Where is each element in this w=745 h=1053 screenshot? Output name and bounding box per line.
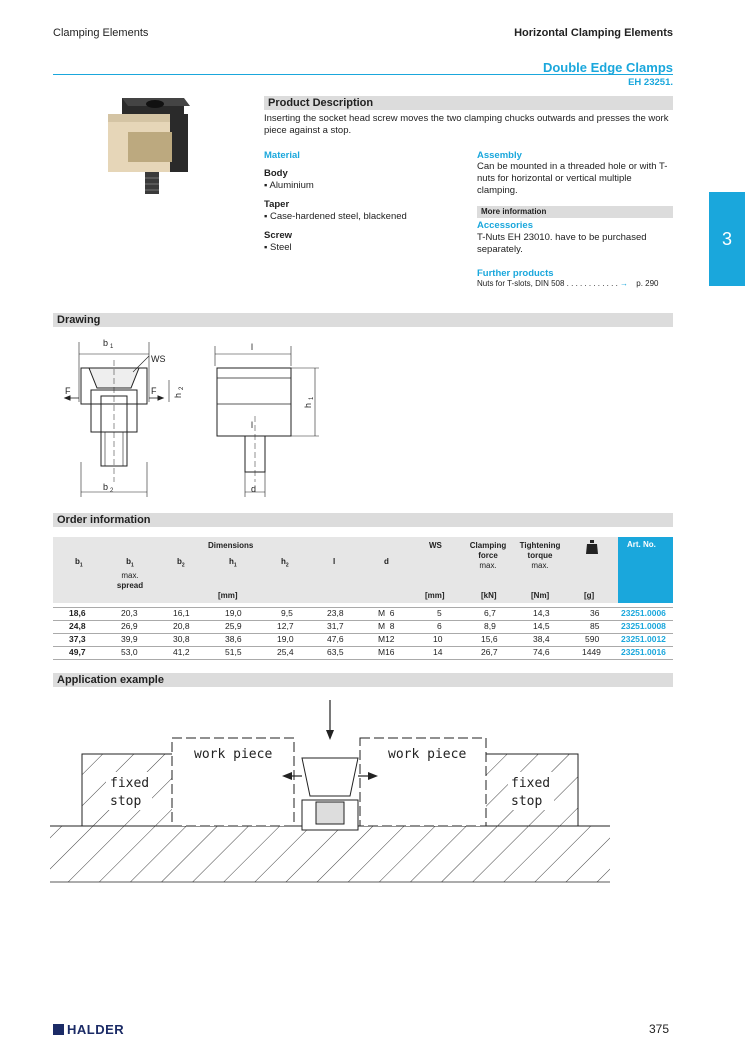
- unit-ws: [mm]: [425, 591, 445, 600]
- work-piece-left-label: work piece: [194, 747, 273, 762]
- col-l: l: [333, 557, 336, 566]
- halder-logo: [53, 1022, 124, 1037]
- weight-icon: [586, 540, 598, 554]
- h1-sub: 1: [309, 396, 315, 400]
- product-photo: [100, 92, 200, 197]
- fixed-left-2: stop: [110, 794, 142, 809]
- col-h2: $h_2$: [281, 557, 289, 569]
- col-art: Art. No.: [627, 540, 656, 549]
- further-page: p. 290: [636, 279, 659, 288]
- order-headers: [53, 537, 673, 603]
- more-info-bar: More information: [477, 206, 673, 218]
- col-torque: Tightening torque max.: [519, 541, 561, 570]
- unit-g: [g]: [584, 591, 595, 600]
- material-heading: Material: [264, 150, 300, 161]
- drawing-heading: Drawing: [53, 313, 673, 327]
- ws-label: WS: [151, 354, 166, 364]
- table-row: 24,8 26,9 20,8 25,9 12,7 31,7 M 8 6 8,9 14,5 85 23251.0008: [53, 620, 673, 633]
- unit-mm: [mm]: [218, 591, 238, 600]
- d-label: d: [251, 484, 257, 494]
- unit-nm: [Nm]: [531, 591, 550, 600]
- fixed-left-1: fixed: [110, 776, 150, 791]
- taper-label: Taper: [264, 199, 290, 210]
- h2-sub: 2: [179, 386, 185, 390]
- header-right: Horizontal Clamping Elements: [514, 27, 673, 39]
- h2-label: h: [173, 392, 183, 398]
- table-row: 37,3 39,9 30,8 38,6 19,0 47,6 M12 10 15,6 38,4 590 23251.0012: [53, 633, 673, 646]
- dimensions-label: Dimensions: [208, 541, 254, 550]
- table-row: 49,7 53,0 41,2 51,5 25,4 63,5 M16 14 26,7 74,6 1449 23251.0016: [53, 646, 673, 660]
- l-mid-label: l: [251, 420, 253, 430]
- description-text: Inserting the socket head screw moves the two clamping chucks outwards and presses the work piece against a stop.: [264, 113, 669, 136]
- arrow-right-icon: →: [620, 279, 629, 288]
- b1-label: b: [103, 338, 109, 348]
- unit-kn: [kN]: [481, 591, 497, 600]
- brand-name: HALDER: [67, 1022, 125, 1037]
- fixed-right-1: fixed: [511, 776, 551, 791]
- chapter-tab[interactable]: 3: [709, 192, 745, 286]
- col-ws: WS: [429, 541, 442, 550]
- f-right-label: F: [151, 386, 157, 396]
- product-code: EH 23251.: [628, 77, 673, 88]
- description-heading: Product Description: [264, 96, 673, 110]
- application-diagram: [40, 692, 620, 892]
- further-text: Nuts for T-slots, DIN 508: [477, 279, 565, 288]
- article-link[interactable]: 23251.0006: [621, 608, 666, 618]
- l-top-label: l: [251, 342, 253, 352]
- header-left: Clamping Elements: [53, 27, 149, 39]
- further-link[interactable]: [477, 279, 673, 288]
- b2-label: b: [103, 482, 109, 492]
- assembly-heading: Assembly: [477, 150, 522, 161]
- fixed-right-2: stop: [511, 794, 543, 809]
- table-row: 18,6 20,3 16,1 19,0 9,5 23,8 M 6 5 6,7 14,3 36 23251.0006: [53, 607, 673, 620]
- col-b1: $b_1$: [75, 557, 83, 569]
- accessories-text: T-Nuts EH 23010. have to be purchased separately.: [477, 232, 647, 255]
- halder-mark-icon: [53, 1024, 64, 1035]
- h1-label: h: [303, 402, 313, 408]
- col-d: d: [384, 557, 389, 566]
- technical-drawing: [53, 332, 333, 500]
- work-piece-right-label: work piece: [388, 747, 467, 762]
- accessories-heading: Accessories: [477, 220, 533, 231]
- page-number: 375: [648, 1022, 669, 1036]
- b1-sub: 1: [110, 344, 114, 350]
- assembly-text: Can be mounted in a threaded hole or with T-nuts for horizontal or vertical multiple clamping.: [477, 161, 668, 196]
- col-b2: $b_2$: [177, 557, 185, 569]
- application-heading: Application example: [53, 673, 673, 687]
- col-h1: $h_1$: [229, 557, 237, 569]
- order-heading: Order information: [53, 513, 673, 527]
- body-label: Body: [264, 168, 288, 179]
- col-b1-spread: $b_1$ max. spread: [116, 557, 144, 590]
- product-title: Double Edge Clamps: [542, 60, 673, 75]
- b2-sub: 2: [110, 488, 114, 494]
- screw-label: Screw: [264, 230, 292, 241]
- body-value: ▪ Aluminium: [264, 180, 314, 191]
- f-left-label: F: [65, 386, 71, 396]
- further-dots: . . . . . . . . . . . .: [566, 279, 618, 288]
- order-rows: [53, 607, 673, 660]
- further-heading: Further products: [477, 268, 554, 279]
- article-link[interactable]: 23251.0016: [621, 647, 666, 657]
- col-force: Clamping force max.: [469, 541, 507, 570]
- article-link[interactable]: 23251.0008: [621, 621, 666, 631]
- article-link[interactable]: 23251.0012: [621, 634, 666, 644]
- screw-value: ▪ Steel: [264, 242, 292, 253]
- taper-value: ▪ Case-hardened steel, blackened: [264, 211, 407, 222]
